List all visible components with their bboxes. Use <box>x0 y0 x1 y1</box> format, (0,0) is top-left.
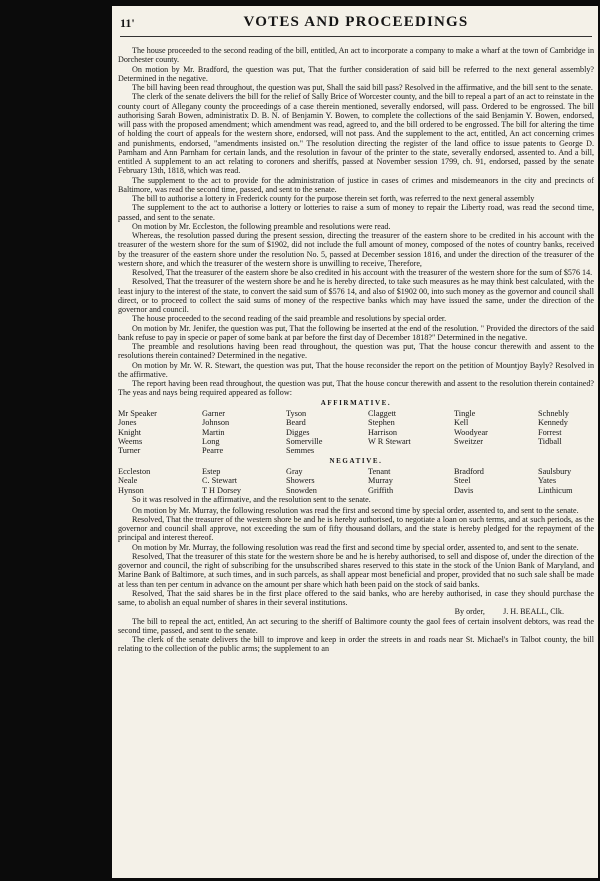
page-body <box>118 46 594 654</box>
member-name: T H Dorsey <box>202 485 242 495</box>
member-name: Davis <box>454 485 474 495</box>
member-name: Mr Speaker <box>118 408 157 418</box>
member-name: Digges <box>286 427 310 437</box>
member-name: Eccleston <box>118 467 151 477</box>
paragraph: The preamble and resolutions having been read throughout, the question was put, That the house concur therewith and assent to the resolutions therein contained? Determined in the negative. <box>118 342 594 361</box>
member-name <box>368 446 454 455</box>
member-name: Somerville <box>286 436 323 446</box>
member-name: Gray <box>286 467 303 477</box>
paragraph: The report having been read throughout, the question was put, That the house concur therewith and assent to the resolution therein contained? The yeas and nays being required appeared as follow: <box>118 379 594 398</box>
paragraph: The bill to authorise a lottery in Frederick county for the purpose therein set forth, was referred to the next general assembly <box>132 194 535 203</box>
paragraph: On motion by Mr. Bradford, the question was put, That the further consideration of said bill be referred to the next general assembly? Determined in the negative. <box>118 64 594 83</box>
member-name <box>538 446 594 455</box>
paragraph: Resolved, That the treasurer of this state for the western shore be and he is hereby authorised, to sell and dispose of, under the direction of the governor and council, the right of subscribing for the unsubscribed shares reserved to this state in the stock of the Union Bank of Maryland, and Marine Bank of Baltimore, at such times, and in such parcels, as shall appear most beneficial and proper, provided that no such sale shall be made at less than ten per centum in advance on the amount per share which hath been paid on the stock of said banks. <box>118 551 594 589</box>
member-name: Tidball <box>538 436 562 446</box>
member-name: Knight <box>118 427 142 437</box>
member-name: Murray <box>368 476 393 486</box>
paragraph: Resolved, That the treasurer of the eastern shore be also credited in his account with the treasurer of the western shore for the sum of $576 14. <box>132 268 593 277</box>
member-name: Pearre <box>202 446 224 456</box>
paragraph: Whereas, the resolution passed during the present session, directing the treasurer of the eastern shore to be credited in his account with the treasurer of the western shore for the sum of $1902, did not include the full amount of money, composed of the notes of country banks, received by the treasurer of the eastern shore under the resolution No. 5, passed at December session 1816, and under the direction of the treasurer of the western shore, and which the treasurer of the western shore is unwilling to receive, Therefore, <box>118 231 594 268</box>
member-name: Forrest <box>538 427 562 437</box>
member-name: Estep <box>202 467 221 477</box>
member-name: Griffith <box>368 485 394 495</box>
paragraph: Resolved, That the treasurer of the western shore be and he is hereby directed, to take such measures as he may think best calculated, with the least injury to the interest of the state, to convert the said sum of $576 14, and also of $1902 00, into such money as the governor and council shall direct, or to proceed to collect the said sums of money of the respective banks which may have issued the same, under the direction of the governor and council. <box>118 277 594 314</box>
page-number: 11' <box>120 16 135 30</box>
page-title: VOTES AND PROCEEDINGS <box>243 14 469 30</box>
member-name: Jones <box>118 418 137 428</box>
affirmative-heading: AFFIRMATIVE. <box>320 398 392 407</box>
member-name: Harrison <box>368 427 398 437</box>
member-name: Steel <box>454 476 471 486</box>
member-name: W R Stewart <box>368 436 411 446</box>
paragraph: On motion by Mr. Murray, the following resolution was read the first and second time by special order, assented to, and sent to the senate. <box>132 542 579 552</box>
member-name: Tingle <box>454 408 476 418</box>
negative-heading: NEGATIVE. <box>329 456 383 465</box>
member-name: Sweitzer <box>454 436 484 446</box>
document-page <box>112 6 598 878</box>
vote-result: So it was resolved in the affirmative, and the resolution sent to the senate. <box>132 495 371 505</box>
member-name: Garner <box>202 408 226 418</box>
member-name: Kell <box>454 418 469 428</box>
paragraphs-a <box>118 46 594 398</box>
paragraph: The supplement to the act to authorise a lottery or lotteries to raise a sum of money to repair the Liberty road, was read the second time, passed, and sent to the senate. <box>118 203 594 222</box>
paragraph: The bill having been read throughout, the question was put, Shall the said bill pass? Resolved in the affirmative, and the bill sent to the senate. <box>132 83 593 92</box>
paragraph: Resolved, That the said shares be in the first place offered to the said banks, who are hereby authorised, in case they should purchase the same, to abolish an equal number of shares in their several institutions. <box>118 588 594 607</box>
member-name: Woodyear <box>454 427 488 437</box>
page-header <box>120 12 592 37</box>
member-name: Turner <box>118 446 141 456</box>
member-name: Schnebly <box>538 408 569 418</box>
member-name: Hynson <box>118 485 144 495</box>
paragraph: The house proceeded to the second reading of the bill, entitled, An act to incorporate a company to make a wharf at the town of Cambridge in Dorchester county. <box>118 46 594 65</box>
affirmative-names <box>118 409 594 456</box>
member-name: Showers <box>286 476 315 486</box>
paragraph: The supplement to the act to provide for the administration of justice in cases of crimes and misdemeanors in the city and precincts of Baltimore, was read the second time, passed, and sent to the senate. <box>118 175 594 194</box>
signature <box>118 607 594 616</box>
paragraph: On motion by Mr. Murray, the following resolution was read the first and second time by special order, assented to, and sent to the senate. <box>132 505 579 515</box>
member-name: Weems <box>118 436 143 446</box>
member-name: Snowden <box>286 485 317 495</box>
paragraph: The clerk of the senate delivers the bill to improve and keep in order the streets in and roads near St. Michael's in Talbot county, the bill relating to the collection of the public arms; the supplement to an <box>118 635 594 654</box>
member-name: Saulsbury <box>538 467 572 477</box>
member-name: C. Stewart <box>202 476 238 486</box>
paragraph: On motion by Mr. W. R. Stewart, the question was put, That the house reconsider the report on the petition of Mountjoy Bayly? Resolved in the affirmative. <box>118 360 594 379</box>
member-name: Long <box>202 436 220 446</box>
member-name: Bradford <box>454 467 484 477</box>
member-name <box>454 446 538 455</box>
negative-names <box>118 467 594 495</box>
member-name: Martin <box>202 427 225 437</box>
by-order: By order, <box>454 607 485 617</box>
paragraph: The bill to repeal the act, entitled, An act securing to the sheriff of Baltimore county the gaol fees of certain insolvent debtors, was read the second time, passed, and sent to the senate. <box>118 616 594 635</box>
member-name: Kennedy <box>538 418 568 428</box>
paragraphs-c <box>118 617 594 654</box>
member-name: Beard <box>286 418 306 428</box>
member-name: Claggett <box>368 408 397 418</box>
member-name: Tyson <box>286 408 307 418</box>
paragraph: The house proceeded to the second reading of the said preamble and resolutions by special order. <box>132 314 447 324</box>
vote-record <box>118 399 594 505</box>
paragraph: On motion by Mr. Eccleston, the following preamble and resolutions were read. <box>132 221 391 231</box>
member-name: Linthicum <box>538 485 573 495</box>
member-name: Yates <box>538 476 557 486</box>
paragraphs-b <box>118 506 594 608</box>
paragraph: Resolved, That the treasurer of the western shore be and he is hereby authorised, to negotiate a loan on such terms, and at such periods, as the governor and council shall approve, not exceeding the sum of fifty thousand dollars, and the state is hereby pledged for the repayment of the principal and interest thereof. <box>118 514 594 543</box>
member-name: Tenant <box>368 467 391 477</box>
clerk-name: J. H. BEALL, Clk. <box>503 607 564 617</box>
paragraph: On motion by Mr. Jenifer, the question was put, That the following be inserted at the end of the resolution. " Provided the directors of the said bank refuse to pay in specie or paper of some bank at par before the first day of December 1818?" Determined in the negative. <box>118 323 594 342</box>
paragraph: The clerk of the senate delivers the bill for the relief of Sally Brice of Worcester county, and the bill to repeal a part of an act to reinstate in the county court of Allegany county the proceedings of a case therein mentioned, severally endorsed, will pass. Ordered to be engrossed. The bill authorising Sarah Bowen, administratix D. B. N. of Benjamin Y. Bowen, to complete the collections of the said Benjamin Y. Bowen, endorsed, will pass with the proposed amendment; which amendment was read, agreed to, and the bill ordered to be engrossed. The bill for altering the time of holding the court of appeals for the western shore, endorsed, will not pass. And the supplement to the act, entitled, An act concerning crimes and punishments, endorsed, "amendments insisted on." The resolution directing the register of the land office to issue patents to George D. Parnham and Ann Parnham for certain lands, and the resolution in favour of the printer to the state, severally endorsed, assented to. And a bill, entitled A supplement to an act relating to coroners and sheriffs, passed at November session 1799, ch. 91, endorsed, passed by the senate February 13th, 1818, which was read. <box>118 92 594 176</box>
member-name: Johnson <box>202 418 230 428</box>
member-name: Semmes <box>286 446 315 456</box>
member-name: Stephen <box>368 418 395 428</box>
member-name: Neale <box>118 476 138 486</box>
